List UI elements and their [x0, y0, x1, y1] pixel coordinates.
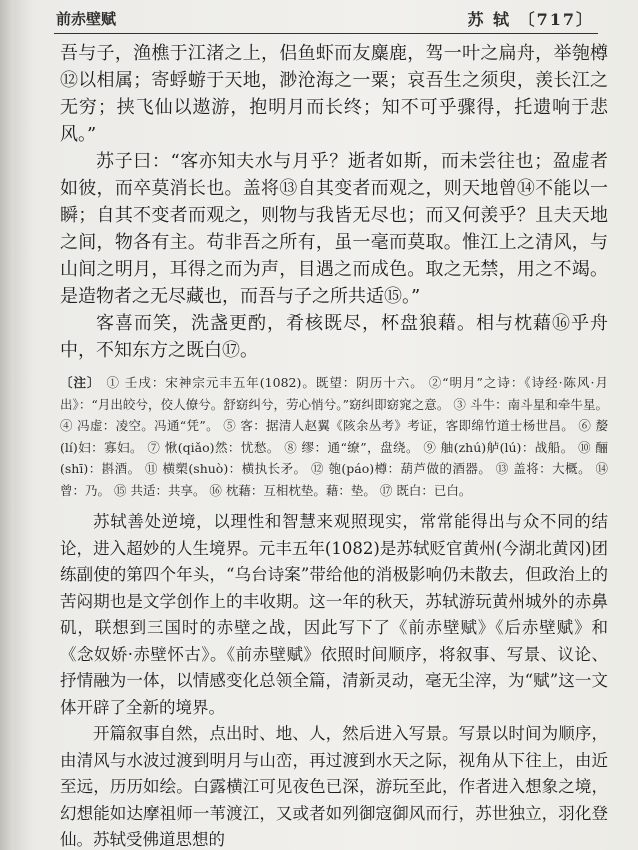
book-page — [14, 0, 638, 850]
commentary-paragraph: 开篇叙事自然，点出时、地、人，然后进入写景。写景以时间为顺序，由清风与水波过渡到明月与山峦，再过渡到水天之际，视角从下往上，由近至远，历历如绘。白露横江可见夜色已深，游玩至此，作者进入想象之境，幻想能如达摩祖师一苇渡江，又或者如列御寇御风而行，苏世独立，羽化登仙。苏轼受佛道思想的 — [60, 724, 608, 849]
main-paragraph: 客喜而笑，洗盏更酌，肴核既尽，杯盘狼藉。相与枕藉⑯乎舟中，不知东方之既白⑰。 — [60, 313, 608, 361]
adjacent-page-edge — [0, 0, 14, 850]
page-content — [60, 40, 608, 850]
main-paragraph: 苏子曰：“客亦知夫水与月乎？逝者如斯，而未尝往也；盈虚者如彼，而卒莫消长也。盖将⑬自其变者而观之，则天地曾⑭不能以一瞬；自其不变者而观之，则物与我皆无尽也；而又何羡乎？且夫天地之间，物各有主。苟非吾之所有，虽一毫而莫取。惟江上之清风，与山间之明月，耳得之而为声，目遇之而成色。取之无禁，用之不竭。是造物者之无尽藏也，而吾与子之所共适⑮。” — [60, 151, 608, 307]
commentary-paragraph: 苏轼善处逆境，以理性和智慧来观照现实，常常能得出与众不同的结论，进入超妙的人生境界。元丰五年(1082)是苏轼贬官黄州(今湖北黄冈)团练副使的第四个年头，“乌台诗案”带给他的消极影响仍未散去，但政治上的苦闷期也是文学创作上的丰收期。这一年的秋天，苏轼游玩黄州城外的赤鼻矶，联想到三国时的赤壁之战，因此写下了《前赤壁赋》《后赤壁赋》和《念奴娇·赤壁怀古》。《前赤壁赋》依照时间顺序，将叙事、写景、议论、抒情融为一体，以情感变化总领全篇，清新灵动，毫无尘滓，为“赋”这一文体开辟了全新的境界。 — [60, 512, 608, 717]
header-title: 前赤壁赋 — [56, 10, 117, 28]
annotations — [60, 372, 608, 501]
commentary — [60, 509, 608, 850]
header-author-page — [467, 7, 594, 30]
notes-text: ① 壬戌：宋神宗元丰五年(1082)。既望：阴历十六。 ②“明月”之诗：《诗经·陈风·月出》：“月出皎兮，佼人僚兮。舒窈纠兮，劳心悄兮。”窈纠即窈窕之意。 ③ 斗牛：南斗星和牵牛星。 ④ 冯虚：凌空。冯通“凭”。 ⑤ 客：据清人赵翼《陔余丛考》考证，客即绵竹道士杨世昌。 ⑥ 嫠(lí)妇：寡妇。 ⑦ 愀(qiǎo)然：忧愁。 ⑧ 缪：通“缭”，盘绕。 ⑨ 舳(zhú)舻(lú)：战船。 ⑩ 酾(shī)：斟酒。 ⑪ 横槊(shuò)：横执长矛。 ⑫ 匏(páo)樽：葫芦做的酒器。 ⑬ 盖将：大概。 ⑭ 曾：乃。 ⑮ 共适：共享。 ⑯ 枕藉：互相枕垫。藉：垫。 ⑰ 既白：已白。 — [60, 375, 608, 498]
page-number: 〔717〕 — [518, 10, 594, 29]
header-rule — [54, 33, 598, 34]
main-text — [60, 40, 608, 364]
main-paragraph: 吾与子，渔樵于江渚之上，侣鱼虾而友麋鹿，驾一叶之扁舟，举匏樽⑫以相属；寄蜉蝣于天地，渺沧海之一粟；哀吾生之须臾，羡长江之无穷；挟飞仙以遨游，抱明月而长终；知不可乎骤得，托遗响于悲风。” — [60, 43, 608, 145]
notes-label: 〔注〕 — [60, 375, 101, 390]
header-author: 苏 轼 — [467, 10, 512, 29]
running-header — [56, 4, 594, 30]
